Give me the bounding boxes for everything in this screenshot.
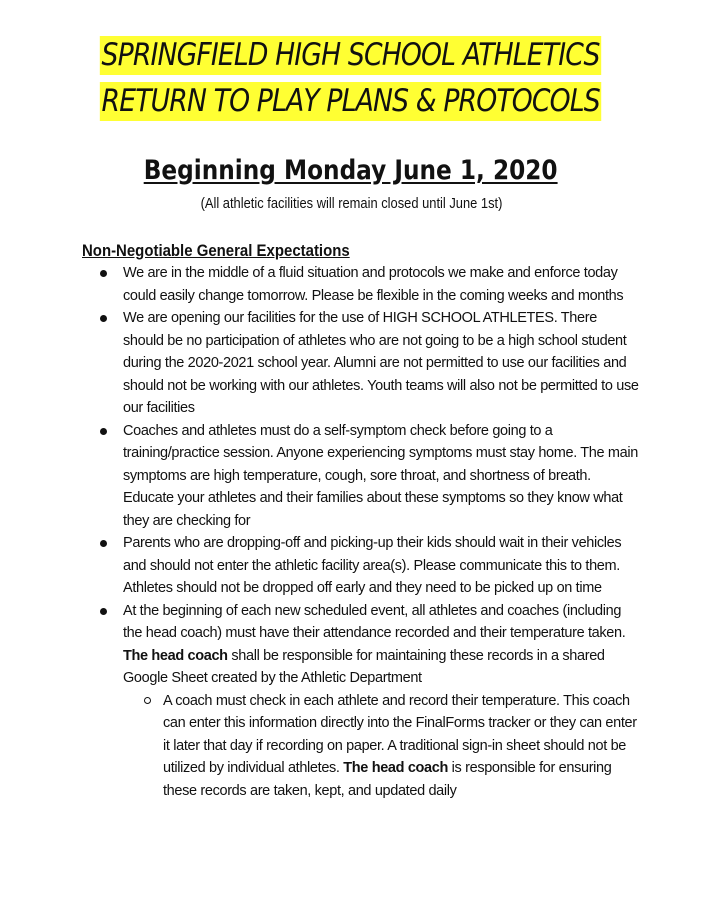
bullet-icon [100,428,107,435]
bullet-icon [100,540,107,547]
sub-list-item-text [163,690,640,803]
bullet-icon [100,315,107,322]
title-line-2: RETURN TO PLAY PLANS & PROTOCOLS [101,83,601,119]
date-heading-text: Beginning Monday June 1, 2020 [144,155,558,186]
list-item [100,420,640,533]
facilities-closed-note [0,194,702,214]
subnote-text: (All athletic facilities will remain closed until June 1st) [200,195,502,212]
list-item [100,600,640,690]
list-item [100,262,640,307]
document-title [0,36,702,128]
bullet-icon [100,270,107,277]
list-item [100,532,640,600]
bullet-icon [100,608,107,615]
text-part: At the beginning of each new scheduled event, all athletes and coaches (including the head coach) must have their attendance recorded and their temperature taken. [123,602,626,641]
sub-list-item [100,690,640,803]
date-heading [0,154,702,188]
text-part: is responsible for ensuring these records are taken, kept, and updated daily [163,760,612,799]
list-item-text [123,600,640,690]
section-heading: Non-Negotiable General Expectations [82,241,350,260]
expectations-list [100,262,640,802]
list-item-text: Parents who are dropping-off and picking-up their kids should wait in their vehicles and should not enter the athletic facility area(s). Please communicate this to them. Athletes should not be dropped off early and they need to be picked up on time [123,535,622,596]
list-item [100,307,640,420]
title-line-1: SPRINGFIELD HIGH SCHOOL ATHLETICS [102,37,600,73]
list-item-text: Coaches and athletes must do a self-symptom check before going to a training/practice session. Anyone experiencing symptoms must stay home. The main symptoms are high temperature, cough, sore throat, and shortness of breath. Educate your athletes and their families about these symptoms so they know what they are checking for [123,422,638,529]
list-item-text: We are in the middle of a fluid situation and protocols we make and enforce today could easily change tomorrow. Please be flexible in the coming weeks and months [123,265,624,304]
bold-text: The head coach [123,647,228,664]
bold-text: The head coach [343,760,448,776]
text-part: shall be responsible for maintaining these records in a shared Google Sheet created by the Athletic Department [123,647,605,686]
text-part: A coach must check in each athlete and record their temperature. This coach can enter this information directly into the FinalForms tracker or they can enter it later that day if recording on paper. A traditional sign-in sheet should not be utilized by individual athletes. [163,692,637,776]
hollow-bullet-icon [144,697,151,704]
list-item-text: We are opening our facilities for the use of HIGH SCHOOL ATHLETES. There should be no participation of athletes who are not going to be a high school student during the 2020-2021 school year. Alumni are not permitted to use our facilities and should not be working with our athletes. Youth teams will also not be permitted to use our facilities [123,310,639,416]
